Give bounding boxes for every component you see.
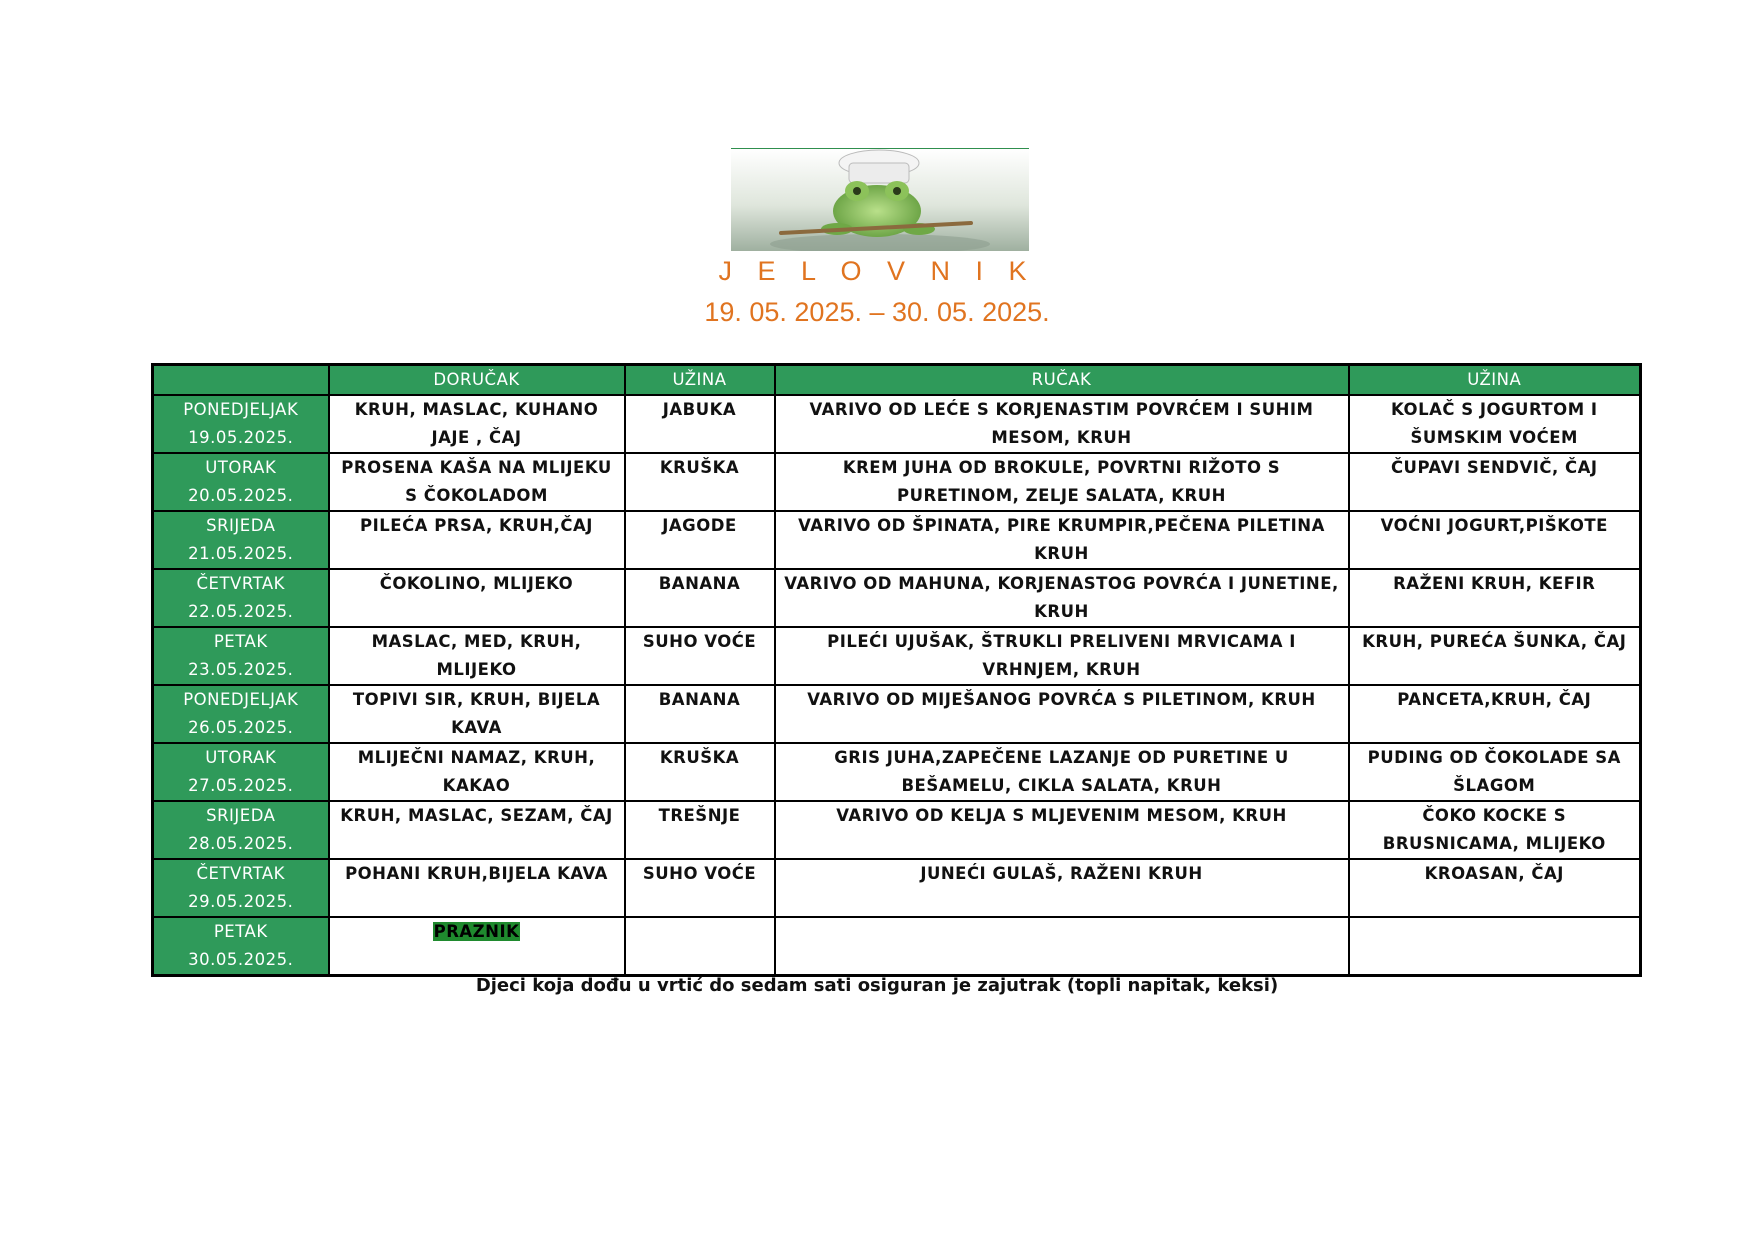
- table-row: [153, 743, 1641, 801]
- holiday-badge: PRAZNIK: [433, 922, 520, 941]
- breakfast-cell: ČOKOLINO, MLIJEKO: [329, 569, 625, 627]
- day-cell: [153, 801, 329, 859]
- table-row: [153, 859, 1641, 917]
- snack-afternoon-cell: PUDING OD ČOKOLADE SA ŠLAGOM: [1349, 743, 1641, 801]
- lunch-cell: VARIVO OD ŠPINATA, PIRE KRUMPIR,PEČENA PILETINA KRUH: [775, 511, 1349, 569]
- table-row: [153, 801, 1641, 859]
- lunch-cell: GRIS JUHA,ZAPEČENE LAZANJE OD PURETINE U BEŠAMELU, CIKLA SALATA, KRUH: [775, 743, 1349, 801]
- snack-afternoon-cell: PANCETA,KRUH, ČAJ: [1349, 685, 1641, 743]
- day-cell: [153, 511, 329, 569]
- table-row: [153, 453, 1641, 511]
- table-row: [153, 917, 1641, 976]
- day-date: 21.05.2025.: [188, 544, 294, 563]
- lunch-cell: VARIVO OD KELJA S MLJEVENIM MESOM, KRUH: [775, 801, 1349, 859]
- day-date: 20.05.2025.: [188, 486, 294, 505]
- lunch-cell: VARIVO OD MAHUNA, KORJENASTOG POVRĆA I JUNETINE, KRUH: [775, 569, 1349, 627]
- breakfast-cell: PILEĆA PRSA, KRUH,ČAJ: [329, 511, 625, 569]
- snack-morning-cell: KRUŠKA: [625, 453, 775, 511]
- lunch-cell: VARIVO OD MIJEŠANOG POVRĆA S PILETINOM, KRUH: [775, 685, 1349, 743]
- lunch-cell: JUNEĆI GULAŠ, RAŽENI KRUH: [775, 859, 1349, 917]
- day-name: UTORAK: [205, 458, 277, 477]
- day-date: 30.05.2025.: [188, 950, 294, 969]
- table-header-row: [153, 365, 1641, 396]
- snack-morning-cell: [625, 917, 775, 976]
- day-date: 22.05.2025.: [188, 602, 294, 621]
- day-date: 19.05.2025.: [188, 428, 294, 447]
- lunch-cell: [775, 917, 1349, 976]
- lunch-cell: KREM JUHA OD BROKULE, POVRTNI RIŽOTO S PURETINOM, ZELJE SALATA, KRUH: [775, 453, 1349, 511]
- day-date: 23.05.2025.: [188, 660, 294, 679]
- column-header-lunch: RUČAK: [775, 365, 1349, 396]
- day-cell: [153, 859, 329, 917]
- snack-afternoon-cell: ČUPAVI SENDVIČ, ČAJ: [1349, 453, 1641, 511]
- snack-afternoon-cell: ČOKO KOCKE S BRUSNICAMA, MLIJEKO: [1349, 801, 1641, 859]
- day-name: SRIJEDA: [206, 806, 276, 825]
- column-header-snack-afternoon: UŽINA: [1349, 365, 1641, 396]
- day-name: ČETVRTAK: [196, 574, 285, 593]
- breakfast-cell: MASLAC, MED, KRUH, MLIJEKO: [329, 627, 625, 685]
- snack-morning-cell: KRUŠKA: [625, 743, 775, 801]
- snack-morning-cell: BANANA: [625, 569, 775, 627]
- day-cell: [153, 569, 329, 627]
- page-title: J E L O V N I K: [718, 256, 1036, 286]
- day-date: 28.05.2025.: [188, 834, 294, 853]
- snack-morning-cell: JABUKA: [625, 395, 775, 453]
- column-header-snack-morning: UŽINA: [625, 365, 775, 396]
- date-range: 19. 05. 2025. – 30. 05. 2025.: [704, 297, 1050, 327]
- column-header-day: [153, 365, 329, 396]
- snack-morning-cell: SUHO VOĆE: [625, 627, 775, 685]
- day-name: SRIJEDA: [206, 516, 276, 535]
- snack-afternoon-cell: RAŽENI KRUH, KEFIR: [1349, 569, 1641, 627]
- table-row: [153, 685, 1641, 743]
- snack-morning-cell: JAGODE: [625, 511, 775, 569]
- breakfast-cell: KRUH, MASLAC, SEZAM, ČAJ: [329, 801, 625, 859]
- column-header-breakfast: DORUČAK: [329, 365, 625, 396]
- day-cell: [153, 453, 329, 511]
- day-date: 27.05.2025.: [188, 776, 294, 795]
- day-name: PETAK: [213, 632, 268, 651]
- table-row: [153, 511, 1641, 569]
- breakfast-cell: POHANI KRUH,BIJELA KAVA: [329, 859, 625, 917]
- day-name: PONEDJELJAK: [183, 690, 299, 709]
- lunch-cell: VARIVO OD LEĆE S KORJENASTIM POVRĆEM I SUHIM MESOM, KRUH: [775, 395, 1349, 453]
- chef-frog-icon: [731, 148, 1029, 251]
- breakfast-cell: MLIJEČNI NAMAZ, KRUH, KAKAO: [329, 743, 625, 801]
- footnote: Djeci koja dođu u vrtić do sedam sati osiguran je zajutrak (topli napitak, keksi): [475, 975, 1279, 996]
- breakfast-cell: KRUH, MASLAC, KUHANO JAJE , ČAJ: [329, 395, 625, 453]
- day-cell: [153, 395, 329, 453]
- table-row: [153, 627, 1641, 685]
- day-cell: [153, 917, 329, 976]
- breakfast-cell: TOPIVI SIR, KRUH, BIJELA KAVA: [329, 685, 625, 743]
- snack-afternoon-cell: VOĆNI JOGURT,PIŠKOTE: [1349, 511, 1641, 569]
- snack-morning-cell: TREŠNJE: [625, 801, 775, 859]
- day-cell: [153, 685, 329, 743]
- day-date: 26.05.2025.: [188, 718, 294, 737]
- lunch-cell: PILEĆI UJUŠAK, ŠTRUKLI PRELIVENI MRVICAMA I VRHNJEM, KRUH: [775, 627, 1349, 685]
- menu-table: [151, 363, 1642, 977]
- snack-afternoon-cell: KRUH, PUREĆA ŠUNKA, ČAJ: [1349, 627, 1641, 685]
- table-row: [153, 395, 1641, 453]
- snack-afternoon-cell: KROASAN, ČAJ: [1349, 859, 1641, 917]
- day-name: ČETVRTAK: [196, 864, 285, 883]
- snack-afternoon-cell: [1349, 917, 1641, 976]
- table-row: [153, 569, 1641, 627]
- day-cell: [153, 627, 329, 685]
- day-date: 29.05.2025.: [188, 892, 294, 911]
- breakfast-cell: PROSENA KAŠA NA MLIJEKU S ČOKOLADOM: [329, 453, 625, 511]
- breakfast-cell: [329, 917, 625, 976]
- day-name: UTORAK: [205, 748, 277, 767]
- snack-afternoon-cell: KOLAČ S JOGURTOM I ŠUMSKIM VOĆEM: [1349, 395, 1641, 453]
- day-name: PETAK: [213, 922, 268, 941]
- day-cell: [153, 743, 329, 801]
- day-name: PONEDJELJAK: [183, 400, 299, 419]
- snack-morning-cell: SUHO VOĆE: [625, 859, 775, 917]
- snack-morning-cell: BANANA: [625, 685, 775, 743]
